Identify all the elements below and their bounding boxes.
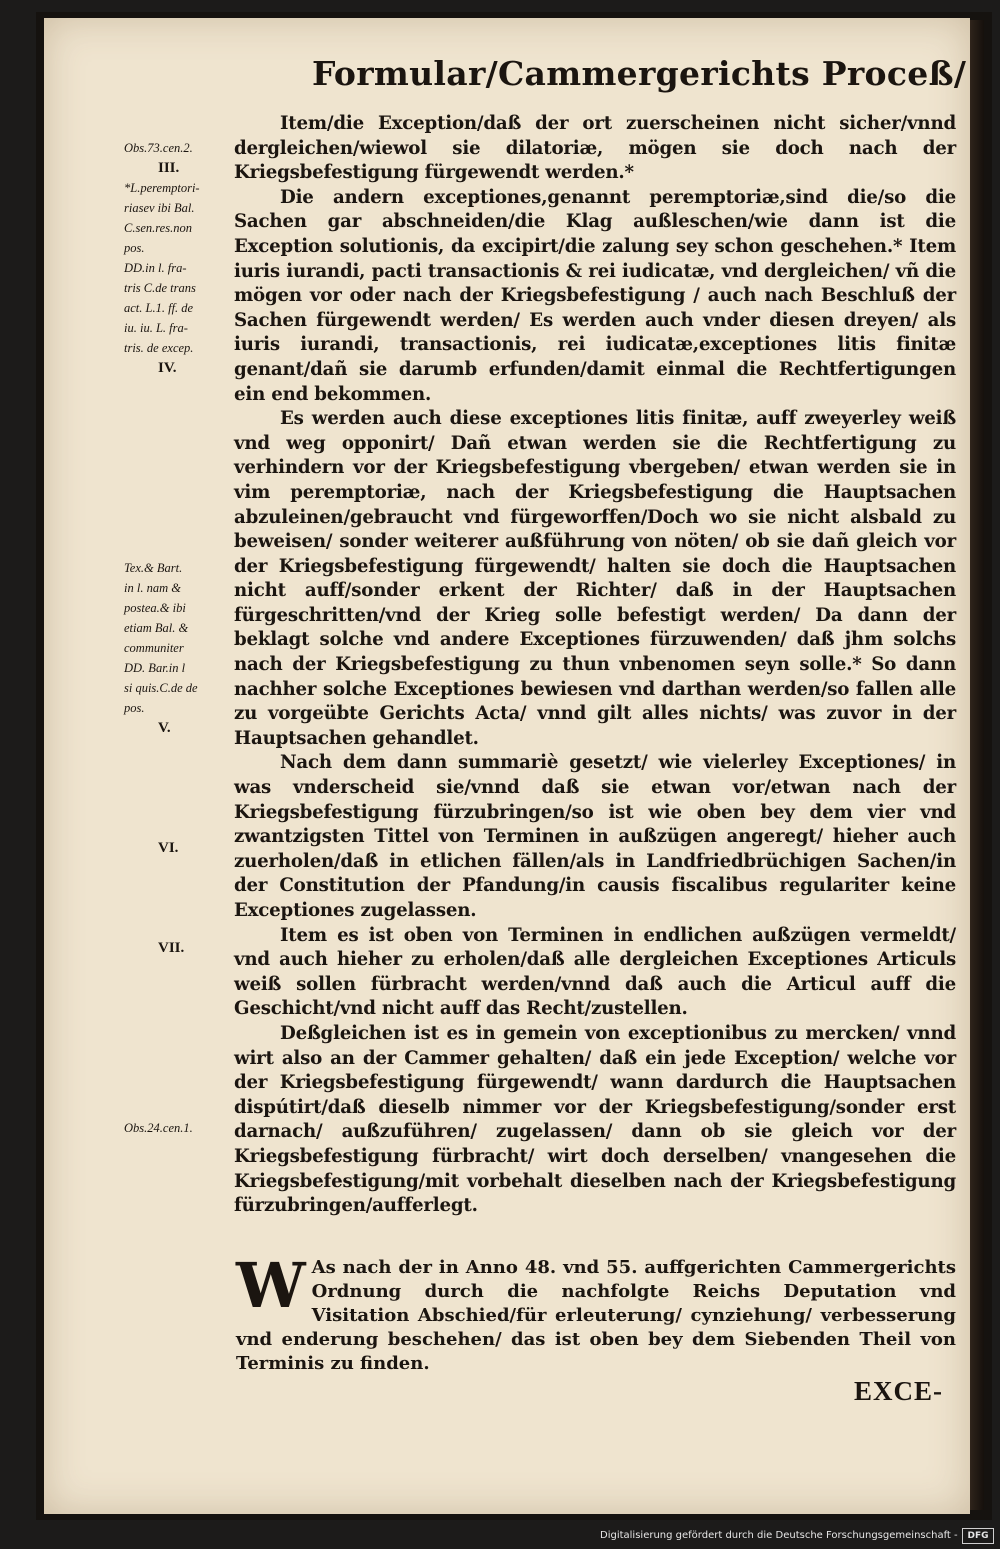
paragraph: Deßgleichen ist es in gemein von exceptionibus zu mercken/ vnnd wirt also an der Cammer gehalten/ daß ein jede Exception/ welche vor der Kriegsbefestigung fürgewendt/ wann dardurch die Hauptsachen dispútirt/daß dieselb nimmer vor der Kriegsbefestigung/sonder erst darnach/ außzuführen/ zugelassen/ dann ob sie gleich vor der Kriegsbefestigung fürbracht/ wirt doch derselben/ vnangesehen die Kriegsbefestigung/mit vorbehalt dieselben nach der Kriegsbefestigung fürzubringen/aufferlegt. — [234, 1022, 956, 1217]
margin-spacer — [124, 478, 234, 498]
margin-section-number: IV. — [158, 360, 177, 376]
margin-note: tris C.de trans — [124, 281, 196, 295]
margin-note: etiam Bal. & — [124, 621, 189, 635]
paragraph: Die andern exceptiones,genannt peremptoriæ,sind die/so die Sachen gar abschneiden/die Klag außleschen/wie dann ist die Exception solutionis, da excipirt/die zalung sey schon geschehen.* Item iuris iurandi, pacti transactionis & rei iudicatæ, vnd dergleichen/ vñ die mögen vor oder nach der Kriegsbefestigung / auch nach Beschluß der Sachen fürgewendt werden/ Es werden auch vnder diesen dreyen/ als iuris iurandi, transactionis, rei iudicatæ,exceptiones litis finitæ genant/dañ sie darumb erfunden/damit einmal die Rechtfertigungen ein end bekommen. — [234, 186, 956, 405]
margin-note: Obs.73.cen.2. — [124, 141, 193, 155]
margin-note: pos. — [124, 241, 145, 255]
margin-spacer — [124, 1018, 234, 1038]
paragraph: Nach dem dann summariè gesetzt/ wie vielerley Exceptiones/ in was vnderscheid sie/vnnd daß sie etwan vor/etwan nach der Kriegsbefestigung fürzubringen/so ist wie oben bey dem vier vnd zwantzigsten Tittel von Terminen in außzügen angeregt/ hieher auch zuerholen/daß in etlichen fällen/als in Landfriedbrüchigen Sachen/in der Constitution der Pfandung/in causis fiscalibus regulariter keine Exceptiones zugelassen. — [234, 752, 956, 921]
margin-section-number: VII. — [158, 940, 185, 956]
margin-note: si quis.C.de de — [124, 681, 198, 695]
margin-spacer — [124, 378, 234, 398]
paragraph: Es werden auch diese exceptiones litis finitæ, auff zweyerley weiß vnd weg opponirt/ Dañ etwan werden sie die Rechtfertigung zu verhindern vor der Kriegsbefestigung vbergeben/ etwan werden sie in vim peremptoriæ, nach der Kriegsbefestigung die Hauptsachen abzuleinen/gebraucht vnd fürgeworffen/Doch wo sie nicht alsbald zu beweisen/ sonder weiterer außführung von nöten/ ob sie dañ gleich vor der Kriegsbefestigung fürgewendt/ halten sie doch die Hauptsachen nicht auff/sonder erkent der Richter/ daß in der Hauptsachen fürgeschritten/vnd der Krieg solle befestigt werden/ Da dann der beklagt solche vnd andere Exceptiones fürzuwenden/ daß jhm solchs nach der Kriegsbefestigung zu thun vnbenomen seyn solle.* So dann nachher solche Exceptiones bewiesen vnd darthan werden/so fallen alle zu vorgeübte Gerichts Acta/ vnnd gilt alles nichts/ was zuvor in der Hauptsachen gehandlet. — [234, 408, 956, 749]
margin-spacer — [124, 1058, 234, 1078]
margin-spacer — [124, 1098, 234, 1118]
digitization-credit: Digitalisierung gefördert durch die Deutsche Forschungsgemeinschaft - — [600, 1530, 958, 1541]
margin-spacer — [124, 498, 234, 518]
closing-text: As nach der in Anno 48. vnd 55. auffgerichten Cammergerichts Ordnung durch die nachfolgte Reichs Deputation vnd Visitation Abschied/für erleuterung/ cynziehung/ verbesserung vnd enderung beschehen/ das ist oben bey dem Siebenden Theil von Terminis zu finden. — [236, 1257, 956, 1374]
margin-spacer — [124, 418, 234, 438]
margin-spacer — [124, 998, 234, 1018]
margin-note: pos. — [124, 701, 145, 715]
margin-note: DD.in l. fra- — [124, 261, 187, 275]
margin-spacer — [124, 758, 234, 778]
paragraph: Item es ist oben von Terminen in endlichen außzügen vermeldt/ vnd auch hieher zu erholen/daß alle dergleichen Exceptiones Articuls weiß sollen fürbracht werden/vnnd daß auch die Articul auff die Geschicht/vnd nicht auff das Recht/zustellen. — [234, 924, 956, 1020]
margin-section-number: III. — [158, 160, 180, 176]
margin-note: tris. de excep. — [124, 341, 194, 355]
margin-note: DD. Bar.in l — [124, 661, 186, 675]
margin-spacer — [124, 798, 234, 818]
margin-spacer — [124, 878, 234, 898]
margin-spacer — [124, 778, 234, 798]
margin-section-number: VI. — [158, 840, 179, 856]
margin-note: C.sen.res.non — [124, 221, 192, 235]
margin-notes — [124, 138, 234, 1138]
margin-spacer — [124, 818, 234, 838]
catchword: EXCE- — [854, 1376, 944, 1406]
margin-note: act. L.1. ff. de — [124, 301, 194, 315]
margin-note: in l. nam & — [124, 581, 181, 595]
dfg-logo: DFG — [962, 1528, 994, 1544]
margin-spacer — [124, 738, 234, 758]
margin-spacer — [124, 1038, 234, 1058]
margin-spacer — [124, 438, 234, 458]
margin-note: iu. iu. L. fra- — [124, 321, 188, 335]
margin-note: Obs.24.cen.1. — [124, 1121, 193, 1135]
margin-note: Tex.& Bart. — [124, 561, 183, 575]
running-head: Formular/Cammergerichts Proceß/ — [312, 54, 967, 93]
margin-spacer — [124, 518, 234, 538]
margin-note: postea.& ibi — [124, 601, 186, 615]
closing-paragraph — [236, 1249, 956, 1376]
drop-initial: W — [236, 1249, 306, 1322]
margin-spacer — [124, 398, 234, 418]
margin-spacer — [124, 538, 234, 558]
margin-spacer — [124, 458, 234, 478]
book-page — [44, 18, 970, 1514]
margin-note: riasev ibi Bal. — [124, 201, 195, 215]
margin-note: *L.peremptori- — [124, 181, 200, 195]
margin-spacer — [124, 858, 234, 878]
margin-spacer — [124, 1078, 234, 1098]
margin-section-number: V. — [158, 720, 171, 736]
body-text — [234, 112, 956, 1219]
margin-spacer — [124, 898, 234, 918]
margin-spacer — [124, 958, 234, 978]
paragraph: Item/die Exception/daß der ort zuerscheinen nicht sicher/vnnd dergleichen/wiewol sie dilatoriæ, mögen sie doch nach der Kriegsbefestigung fürgewendt werden.* — [234, 113, 956, 184]
margin-spacer — [124, 978, 234, 998]
margin-note: communiter — [124, 641, 184, 655]
margin-spacer — [124, 918, 234, 938]
